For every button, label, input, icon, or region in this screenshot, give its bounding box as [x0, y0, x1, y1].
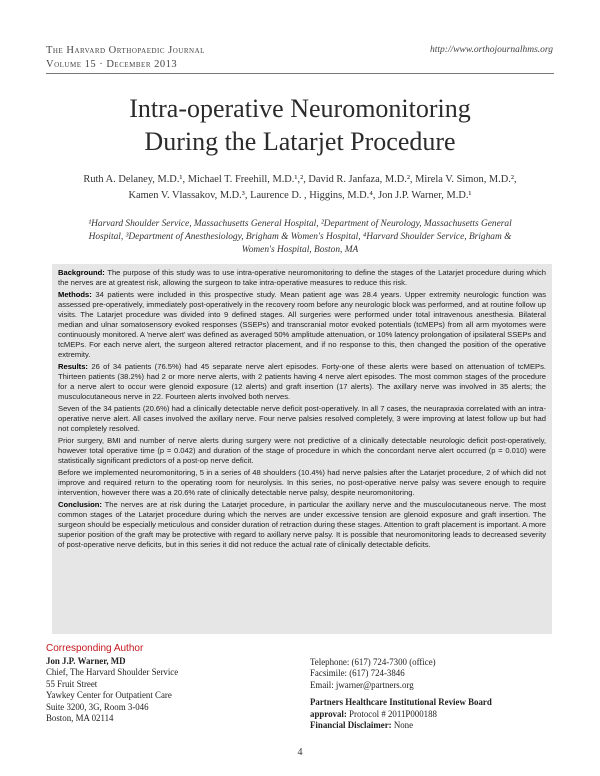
facsimile: Facsimile: (617) 724-3846	[310, 668, 405, 679]
affiliation-line-3: Women's Hospital, Boston, MA	[241, 245, 359, 255]
article-title	[40, 92, 560, 158]
affiliation-line-2: Hospital, ³Department of Anesthesiology, Brigham & Women's Hospital, ⁴Harvard Shoulder Service, Brigham &	[88, 232, 512, 242]
results-paragraph-4: Before we implemented neuromonitoring, 5 in a series of 48 shoulders (10.4%) had nerve palsies after the Latarjet procedure, 2 of which did not improve and required return to the operating room for neurolysis. In this series, no post-operative nerve palsy was severe enough to require intervention, however there was a 20.6% rate of clinically detectable nerve palsy, despite neuromonitoring.	[58, 468, 546, 497]
irb-title: Partners Healthcare Institutional Review Board	[310, 697, 492, 708]
abstract-box	[52, 264, 552, 634]
title-line-1: Intra-operative Neuromonitoring	[129, 94, 471, 123]
irb-approval	[310, 709, 492, 720]
background-text: The purpose of this study was to use intra-operative neuromonitoring to define the stages of the Latarjet procedure during which the nerves are at greatest risk, allowing the surgeon to take intra-operative measures to reduce this risk.	[58, 268, 546, 287]
affiliation-line-1: ¹Harvard Shoulder Service, Massachusetts General Hospital, ²Department of Neurology, Massachusetts General	[88, 219, 512, 229]
corresponding-author-heading: Corresponding Author	[46, 643, 144, 654]
abstract-results	[58, 362, 546, 402]
author-role: Chief, The Harvard Shoulder Service	[46, 667, 179, 678]
results-paragraph-3: Prior surgery, BMI and number of nerve alerts during surgery were not predictive of a clinically detectable neurologic deficit post-operatively, however total operative time (p = 0.042) and duration of the stage of procedure in which the concordant nerve alert occurred (p = 0.010) were statistically significant predictors of a post-op nerve deficit.	[58, 436, 546, 465]
address-suite: Suite 3200, 3G, Room 3-046	[46, 701, 149, 712]
authors-line-1: Ruth A. Delaney, M.D.¹, Michael T. Freehill, M.D.¹,², David R. Janfaza, M.D.², Mirela V. Simon, M.D.²,	[83, 174, 517, 185]
address-street: 55 Fruit Street	[46, 678, 98, 689]
results-text-1: 26 of 34 patients (76.5%) had 45 separate nerve alert episodes. Forty-one of these alerts were based on attenuation of tcMEPs. Thirteen patients (38.2%) had 2 or more nerve alerts, with 2 patients having 4 nerve alert episodes. The most common stages of the procedure for a nerve alert to occur were glenoid exposure (12 alerts) and graft insertion (17 alerts). The axillary nerve was involved in 35 alerts; the musculocutaneous nerve in 22. Fourteen alerts involved both nerves.	[58, 362, 546, 401]
results-label: Results:	[58, 362, 88, 371]
approval-value: Protocol # 2011P000188	[349, 708, 437, 719]
journal-volume: Volume 15 · December 2013	[46, 59, 178, 70]
header-divider	[46, 73, 554, 74]
journal-header	[46, 44, 205, 72]
journal-name: The Harvard Orthopaedic Journal	[46, 45, 205, 56]
disclaimer-value: None	[393, 720, 414, 731]
methods-text: 34 patients were included in this prospective study. Mean patient age was 28.4 years. Upper extremity neurologic function was assessed pre-operatively, immediately post-operatively in the recovery room before any neurologic block was performed, and at routine follow up visits. The Latarjet procedure was divided into 9 defined stages. All surgeries were performed under total intravenous anesthesia. Bilateral median and ulnar somatosensory evoked responses (SSEPs) and transcranial motor evoked potentials (tcMEPs) from all arm myotomes were continuously monitored. A 'nerve alert' was defined as averaged 50% amplitude attenuation, or 10% latency prolongation of ipsilateral SSEPs and tcMEPs. For each nerve alert, the surgeon altered retractor placement, and if no response to this, then changed the position of the operative extremity.	[58, 290, 546, 359]
corresponding-address	[46, 656, 178, 724]
abstract-methods	[58, 290, 546, 360]
address-city: Boston, MA 02114	[46, 713, 114, 724]
abstract-conclusion	[58, 500, 546, 550]
financial-disclaimer	[310, 720, 492, 731]
conclusion-text: The nerves are at risk during the Latarjet procedure, in particular the axillary nerve and the musculocutaneous nerve. The most common stages of the Latarjet procedure during which the nerves are under excessive tension are glenoid exposure and graft insertion. The surgeon should be especially meticulous and consider duration of retraction during these stages. Attention to graft placement is important. A more superior position of the graft may be protective with regard to axillary nerve palsy. It is possible that neuromonitoring leads to decreased severity of post-operative nerve deficits, but in this series it did not reduce the actual rate of clinically detectable deficits.	[58, 500, 546, 549]
email[interactable]: Email: jwarner@partners.org	[310, 679, 414, 690]
disclaimer-label: Financial Disclaimer:	[310, 720, 392, 731]
authors-line-2: Kamen V. Vlassakov, M.D.³, Laurence D. , Higgins, M.D.⁴, Jon J.P. Warner, M.D.¹	[128, 190, 472, 201]
conclusion-label: Conclusion:	[58, 500, 102, 509]
page-number: 4	[297, 747, 303, 758]
title-line-2: During the Latarjet Procedure	[144, 127, 456, 156]
telephone: Telephone: (617) 724-7300 (office)	[310, 657, 436, 667]
methods-label: Methods:	[58, 290, 92, 299]
author-name: Jon J.P. Warner, MD	[46, 656, 126, 666]
corresponding-contact	[310, 657, 492, 731]
approval-label: approval:	[310, 708, 347, 719]
background-label: Background:	[58, 268, 105, 277]
address-center: Yawkey Center for Outpatient Care	[46, 690, 172, 701]
author-list	[58, 172, 542, 204]
journal-url[interactable]: http://www.orthojournalhms.org	[430, 45, 553, 55]
affiliations	[52, 218, 548, 257]
results-paragraph-2: Seven of the 34 patients (20.6%) had a clinically detectable nerve deficit post-operatively. In all 7 cases, the neurapraxia correlated with an intra-operative nerve alert. All cases involved the axillary nerve. Four nerve palsies resolved completely, 3 were improving at latest follow up but had not completely resolved.	[58, 404, 546, 433]
abstract-background	[58, 268, 546, 288]
